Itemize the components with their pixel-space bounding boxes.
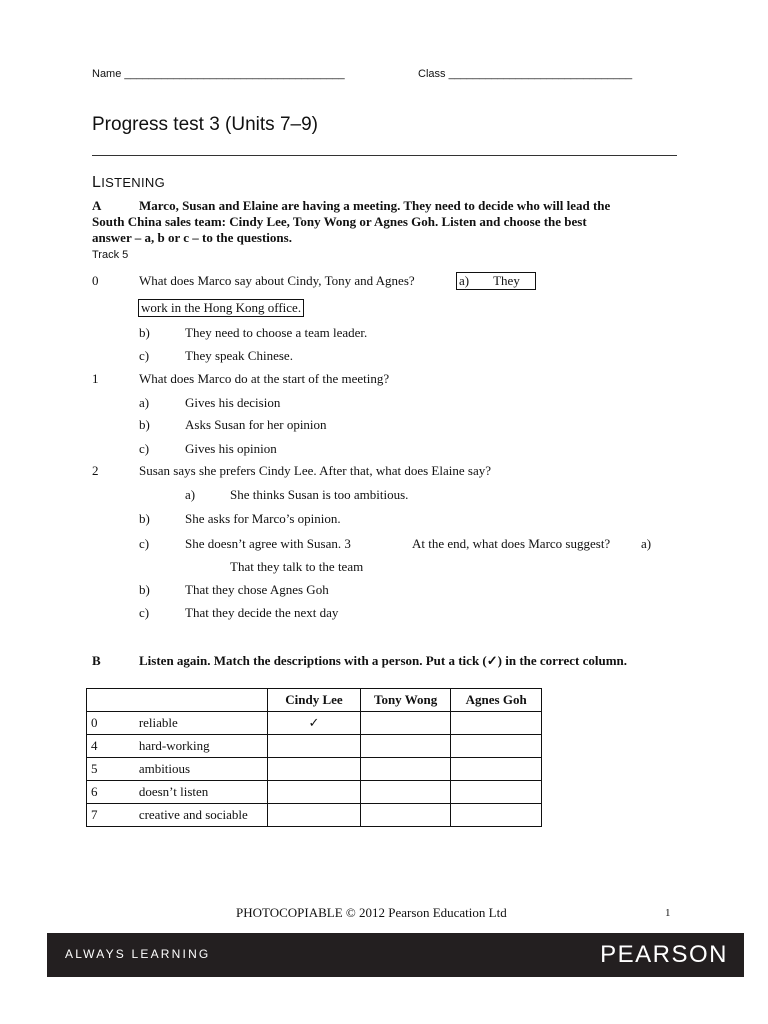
question-1-option-b: Asks Susan for her opinion [185, 417, 327, 432]
question-0-option-c-label: c) [139, 348, 150, 363]
question-0-option-b-label: b) [139, 325, 150, 340]
part-b-instructions: Listen again. Match the descriptions with a person. Put a tick (✓) in the correct column. [139, 653, 628, 668]
question-3-option-b-label: b) [139, 582, 150, 597]
question-2-text: Susan says she prefers Cindy Lee. After that, what does Elaine say? [139, 463, 491, 478]
tick-cell-agnes-goh[interactable] [451, 758, 542, 781]
tick-cell-agnes-goh[interactable] [451, 735, 542, 758]
question-2-number: 2 [92, 463, 99, 478]
question-1-option-a: Gives his decision [185, 395, 281, 410]
question-3-option-a: That they talk to the team [230, 559, 364, 574]
part-b-letter: B [92, 653, 101, 668]
question-1-option-a-label: a) [139, 395, 150, 410]
tick-cell-tony-wong[interactable] [360, 735, 451, 758]
tick-cell-tony-wong[interactable] [360, 781, 451, 804]
question-3-option-c: That they decide the next day [185, 605, 339, 620]
row-number: 4 [87, 735, 135, 758]
page-title: Progress test 3 (Units 7–9) [92, 114, 318, 135]
table-row [87, 758, 542, 781]
question-3-text: At the end, what does Marco suggest? [412, 536, 611, 551]
question-2-option-a-label: a) [185, 487, 196, 502]
copyright-notice: PHOTOCOPIABLE © 2012 Pearson Education Ltd [236, 905, 507, 920]
tick-cell-cindy-lee[interactable] [268, 735, 361, 758]
class-field-label: Class ______________________________ [418, 68, 633, 80]
table-header-row [87, 689, 542, 712]
section-heading: LISTENING [92, 174, 165, 191]
tick-cell-agnes-goh[interactable] [451, 804, 542, 827]
question-1-text: What does Marco do at the start of the meeting? [139, 371, 390, 386]
tick-cell-tony-wong[interactable] [360, 758, 451, 781]
name-field-label: Name ____________________________________ [92, 68, 345, 80]
brand-banner [47, 933, 744, 977]
track-label: Track 5 [92, 249, 129, 261]
row-number: 6 [87, 781, 135, 804]
pearson-logo: PEARSON [600, 941, 728, 968]
part-a-instructions-line-1: Marco, Susan and Elaine are having a meeting. They need to decide who will lead the [139, 198, 611, 213]
row-number: 7 [87, 804, 135, 827]
column-header-cindy-lee: Cindy Lee [268, 689, 361, 712]
row-description: reliable [135, 712, 268, 735]
table-row [87, 781, 542, 804]
row-number: 0 [87, 712, 135, 735]
row-description: ambitious [135, 758, 268, 781]
column-header-tony-wong: Tony Wong [360, 689, 451, 712]
part-a-instructions-line-2: South China sales team: Cindy Lee, Tony Wong or Agnes Goh. Listen and choose the best [92, 214, 587, 229]
tick-cell-tony-wong[interactable] [360, 712, 451, 735]
tick-cell-agnes-goh[interactable] [451, 712, 542, 735]
question-0-text: What does Marco say about Cindy, Tony and Agnes? [139, 273, 415, 288]
row-number: 5 [87, 758, 135, 781]
tick-cell-agnes-goh[interactable] [451, 781, 542, 804]
tick-cell-cindy-lee[interactable] [268, 781, 361, 804]
question-0-answer-box-continued: work in the Hong Kong office. [138, 299, 304, 317]
row-description: creative and sociable [135, 804, 268, 827]
part-a-letter: A [92, 198, 102, 213]
question-1-number: 1 [92, 371, 99, 386]
question-3-option-c-label: c) [139, 605, 150, 620]
question-2-option-a: She thinks Susan is too ambitious. [230, 487, 409, 502]
part-a-instructions-line-3: answer – a, b or c – to the questions. [92, 230, 292, 245]
tick-cell-cindy-lee[interactable]: ✓ [268, 712, 361, 735]
question-0-option-b: They need to choose a team leader. [185, 325, 368, 340]
tick-cell-cindy-lee[interactable] [268, 804, 361, 827]
question-0-answer-box: a) They [456, 272, 536, 290]
row-description: doesn’t listen [135, 781, 268, 804]
table-row [87, 712, 542, 735]
title-divider [92, 155, 677, 156]
page-number: 1 [665, 907, 671, 919]
tick-cell-cindy-lee[interactable] [268, 758, 361, 781]
matching-table [86, 688, 542, 827]
row-description: hard-working [135, 735, 268, 758]
question-0-option-c: They speak Chinese. [185, 348, 293, 363]
question-3-option-a-label: a) [641, 536, 652, 551]
tagline: ALWAYS LEARNING [65, 947, 211, 961]
question-0-number: 0 [92, 273, 99, 288]
question-2-option-b: She asks for Marco’s opinion. [185, 511, 341, 526]
question-2-option-b-label: b) [139, 511, 150, 526]
table-header-empty [87, 689, 268, 712]
question-2-option-c: She doesn’t agree with Susan. 3 [185, 536, 351, 551]
question-1-option-b-label: b) [139, 417, 150, 432]
question-1-option-c: Gives his opinion [185, 441, 277, 456]
column-header-agnes-goh: Agnes Goh [451, 689, 542, 712]
question-2-option-c-label: c) [139, 536, 150, 551]
table-row [87, 735, 542, 758]
tick-cell-tony-wong[interactable] [360, 804, 451, 827]
question-3-option-b: That they chose Agnes Goh [185, 582, 329, 597]
table-row [87, 804, 542, 827]
question-1-option-c-label: c) [139, 441, 150, 456]
